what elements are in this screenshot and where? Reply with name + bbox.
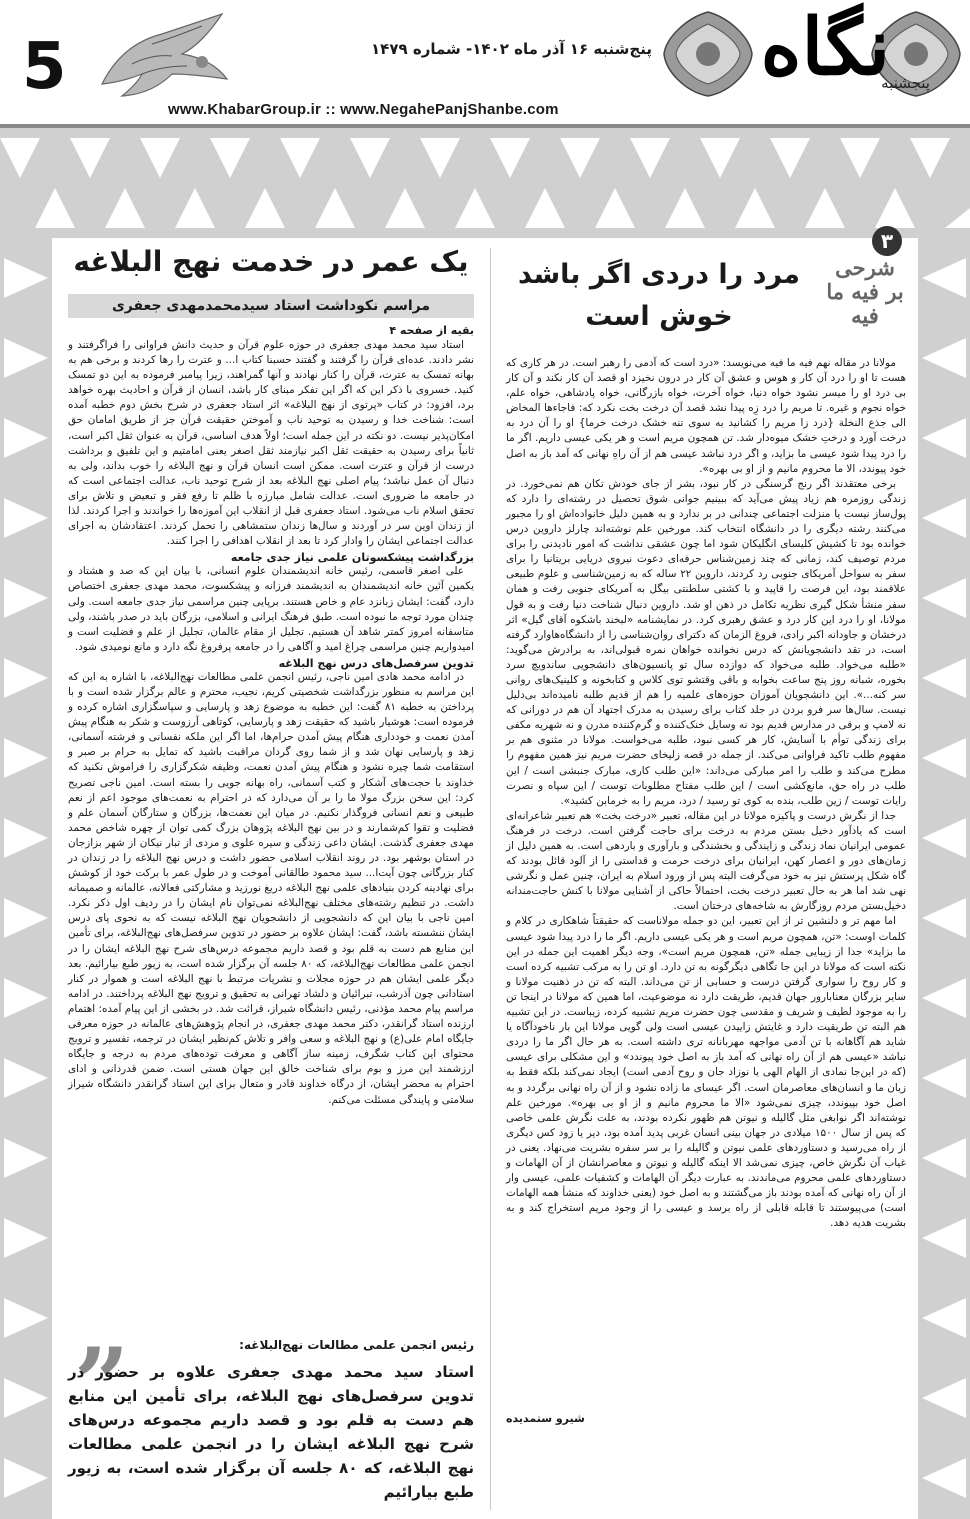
issue-line: پنج‌شنبه ۱۶ آذر ماه ۱۴۰۲- شماره ۱۴۷۹ — [371, 40, 652, 58]
right-paragraph: مولانا در مقاله نهم فیه ما فیه می‌نویسد: «درد است که آدمی را رهبر است. در هر کاری که هست تا او را درد آن کار و هوس و عشق آن کار در درون نخیزد او قصد آن کار نکند و آن کار بی درد او را میسر نشود خواه دنیا، خواه آخرت، خواه بازرگانی، خواه پادشاهی، خواه علم، خواه نجوم و غیره. تا مریم را درد زِه پیدا نشد قصد آن درخت بخت نکرد که: فاجاءها المخاض الی جذع النخلة {درد زا مریم را کشانید به سوی تنه خشک درخت خرما} او را آن درد به درخت آورد و درختِ خشک میوه‌دار شد. تن همچون مریم است و هر یکی عیسی داریم. اگر ما را درد پیدا شود عیسی ما بزاید، و اگر درد نباشد عیسی هم از آن راهِ نهانی که آمد باز به اصل خود پیوندد، الا ما محروم مانیم و از او بی بهره». — [506, 357, 906, 475]
left-side-pattern — [0, 238, 52, 1519]
series-badge — [820, 226, 906, 338]
right-article-body — [506, 356, 906, 1231]
series-label: شرحی بر فیه ما فیه — [826, 255, 904, 328]
phoenix-illustration — [92, 4, 232, 100]
right-paragraph: اما مهم تر و دلنشین تر از این تعبیر، این دو جمله مولاناست که حقیقتاً شاهکاری در کلام و کلمات اوست: «تن، همچون مریم است و هر یکی عیسی داریم. اگر ما را درد پیدا شود عیسی ما بزاید» جدا از زیبایی جمله «تن، همچون مریم است»، وجه دیگر اهمیت این جمله در این نکته است که مولانا در این جا تگاهی دیگرگونه به تن دارد. او تن را به مرکب تشبیه کرده است و کار روح را سواری گرفتن درست و حسابی از تن می‌داند. البته که تن در ذهنیت مولانا و سایر بزرگان معنابارور جهان قدیم، طریقت دارد نه موضوعیت، اما همین که مولانا در اینجا تن را به موجود لطیف و شریف و مقدسی چون حضرت مریم تشبیه کرده، زیباست. در این تشبیه هم البته تن طریقیت دارد و غایتش زاییدن عیسی است ولی گویی مولانا این بار ناخودآگاه یا شاید هم آگاهانه با تن آدمی مواجهه مهربانانه تری داشته است. به هر حال اگر ما را دردی نباشد «عیسی هم از آن راه نهانی که آمد باز به اصل خود پیوندد» و این مشکلی برای عیسی (که در این‌جا نمادی از الهام الهی یا نوزاد جان و روح آدمی است) ایجاد نمی‌کند بلکه فقط به زیان ما و انسان‌های معاصرمان است. اگر عیسای ما زاده نشود و از آن راه نهانی برگردد و به اصل خود بپیوندد، چیزی نمی‌شود «الا ما محروم مانیم و از او بی بهره». مورخین علم نوشته‌اند اگر نوابغی مثل گالیله و نیوتن هم ظهور نکرده بودند، به علت نگرش علمی خاصی که پس از سال ۱۵۰۰ میلادی در جهان بینی انسان غربی پدید آمده بود، دیر یا زود کس دیگری از راه می‌رسید و دستاوردهای علمی نیوتن و گالیله را بر سر سفره بشریت می‌نهاد. یعنی در غیاب آن نگرش خاص، چیزی نمی‌شد الا اینکه گالیله و نیوتن و معاصرانشان از آن الهامات و دستاوردهای علمی محروم می‌ماندند. به عبارت دیگر آن الهامات و کشفیات علمی، عیسی وار از آن راه نهانی که آمده بودند باز می‌گشتند و به اصل خود (یعنی خداوند که منشأ همه الهامات است) می‌پیوستند تا قابله قابلی از راه برسد و عیسی را از وجود مریم استخراج کند و به بشریت هدیه دهد. — [506, 915, 907, 1230]
page-number: 5 — [22, 30, 67, 104]
logo-title: نگاه — [760, 2, 890, 93]
masthead-logo — [660, 2, 960, 104]
right-article-author: شیرو ستمدیده — [506, 1412, 585, 1425]
section-heading: بزرگداشت پیشکسوتان علمی نیاز جدی جامعه — [230, 551, 474, 565]
left-paragraph: استاد سید محمد مهدی جعفری در حوزه علوم قرآن و حدیث دانش فراوانی را فراگرفتند و نشر دادند. عده‌ای قرآن را گرفتند و گفتند حسبنا کتاب ا... و عترت را رها کردند و برخی هم به بهانه تمسک به عترت، قرآن را کنار نهادند و آنها گمراهند، زیرا پیامبر فرموده به این دو تمسک کنید. خسروی با ذکر این که اگر این تفکر مبنای کار باشد، انسان از قرآن و احادیث بهره خواهد برد، افزود: در کتاب «پرتوی از نهج البلاغه» اثر استاد جعفری در شرح بخش دوم خطبه آمده است: شناخت خدا و رسیدن به توحید ناب و آموختن حقیقت قرآن جز از طریق امامان حق امکان‌پذیر نیست. دو نکته در این جمله است؛ اولاً هدف اساسی، قرآن به عنوان ثقل اکبر است، ثانیاً برای رسیدن به حقیقت ثقل اکبر نیازمند ثقل اصغر یعنی امامتیم و این تلفیق و برداشت درست از قرآن و عترت است. ممکن است انسان قرآن و نهج البلاغه را خوب بداند، ولی به دنبال آن عمل نباشد؛ پیام اصلی نهج البلاغه بعد از شرح توحید ناب، عدالت اجتماعی است که در جامعه ما ضروری است. عدالت شامل مبارزه با ظلم تا رفع فقر و تبعیض و تلاش برای تحقق اسلام ناب می‌شود. استاد جعفری قبل از انقلاب این آموزه‌ها را خواندند و اجرا کردند. لذا از زندان اوین سر در آوردند و سال‌ها زندان ستمشاهی را تحمل کردند. اعتقادشان به اجرای عدالت اجتماعی ایشان را وادار کرد تا بعد از انقلاب اهدافی را اجرا کنند. — [68, 339, 474, 548]
right-side-pattern — [918, 238, 970, 1519]
page-header — [0, 0, 970, 128]
left-paragraph: علی اصغر قاسمی، رئیس خانه اندیشمندان علوم انسانی، با بیان این که صد و هشتاد و یکمین آئین خانه اندیشمندان به اندیشمند فرزانه و پیشکسوت، محمد مهدی جعفری اختصاص دارد، گفت: ایشان زبانزد عام و خاص هستند. برپایی چنین مراسمی نیاز جدی جامعه است. ولی چندان مورد توجه ما نبوده است. طبق فرهنگ ایرانی و اسلامی، بزرگان باید در صدر باشند، ولی متاسفانه امروز کمتر شاهد آن هستیم. تجلیل از مقام عالمان، تجلیل از علم و فضلیت است و امیدواریم چنین مراسمی چراغ امید و آگاهی را در جامعه پرفروغ نگه دارد و مانع نومیدی شود. — [68, 565, 474, 653]
continued-note: بقیه از صفحه ۴ — [389, 324, 474, 337]
logo-subtitle: پنجشنبه — [881, 74, 930, 92]
series-number: ۳ — [872, 226, 902, 256]
website-urls: www.KhabarGroup.ir :: www.NegahePanjShanbe.com — [168, 101, 559, 118]
section-heading: تدوین سرفصل‌های درس نهج البلاغه — [278, 656, 474, 670]
left-article-body — [68, 338, 474, 1108]
page-content — [52, 229, 918, 1519]
decorative-triangle-band — [0, 128, 970, 238]
pull-quote-heading: رئیس انجمن علمی مطالعات نهج‌البلاغه: — [239, 1338, 474, 1352]
left-article-title: یک عمر در خدمت نهج البلاغه — [73, 245, 469, 278]
right-article-title: مرد را دردی اگر باشد خوش است — [518, 259, 800, 332]
quote-mark-icon: ” — [74, 1327, 130, 1440]
left-article-subtitle: مراسم نکوداشت استاد سیدمحمدمهدی جعفری — [68, 294, 474, 318]
left-paragraph: در ادامه محمد هادی امین ناجی، رئیس انجمن علمی مطالعات نهج‌البلاغه، با اشاره به این که این مراسم به منظور بزرگداشت شخصیتی کریم، نجیب، محترم و عالم برگزار شده است و با پرداختن به خطبه ۸۱ گفت: این خطبه به موضوع زهد و پارسایی و سپاسگزاری اشاره کرده و فرموده است: هوشیار باشید که حقیقت زهد و پارسایی، کوتاهی آرزوست و شکر به هنگام پیش آمدن نعمت و خودداری هنگام پیش آمدن حرام‌ها، اما اگر این ملکه نفسانی و فرشته آسمانی، زهد و پارسایی نهان شد و از شما روی گردان مراقبت باشید که تمایل به حرام بر صبر و استقامت شما چیره نشود و هنگام پیش آمدن نعمت، وظیفه شکرگزاری را فراموش نکنید که خداوند با حجت‌های آشکار و کتب آسمانی، راه بهانه جویی را بسته است. امین ناجی تصریح کرد: این سخن بزرگ مولا ما را بر آن می‌دارد که در احترام به نعمت‌های موجود اعم از نعم طبیعی و نعم انسانی فروگذار نکنیم. در میان این نعمت‌ها، بزرگان و ستارگان آسمان علم و فضلیت و تقوا کم‌شمارند و در بین نهج البلاغه پژوهان بزرگ کمی توان از چهره شاخص محمد مهدی جعفری گذشت. ایشان داعی زندگی و سیره علوی و مردی از تبار نیکان از شهر بزا‌زجان در استان بوشهر بود. در روند انقلاب اسلامی حضور داشت و درس نهج البلاغه را در زندان در کنار بزرگانی چون آیت‌ا... سید محمود طالقانی آموخت و در طول عمر با برکت خود از کوشش برای نهادینه کردن بنیادهای علمی نهج البلاغه دریغ نورزید و مشارکتی فعالانه، عالمانه و صمیمانه داشت. در تنظیم رشته‌های مختلف نهج‌البلاغه نمی‌توان نام ایشان را در ردیف اول ذکر نکرد. امین ناجی با بیان این که دانشجویی از دانشجویان نهج البلاغه نیست که به نحوی پای درس ایشان ننشسته باشد، گفت: ایشان علاوه بر حضور در تدوین سرفصل‌های نهج‌البلاغه، برای تأمین این منابع هم دست به قلم بود و قصد داریم مجموعه درس‌های شرح نهج البلاغه ایشان را در انجمن علمی مطالعات نهج‌البلاغه، که ۸۰ جلسه آن برگزار شده است، به زیور طبع بیارائیم. بعد دیگر علمی ایشان هم در حوزه مجلات و نشریات مرتبط با نهج البلاغه است و هموار در کنار استادانی چون آذرشب، تبرائیان و دلشاد تهرانی به تحقیق و ترویج نهج البلاغه پرداختند. در ادامه مراسم پیام محمد مؤذنی، رئیس دانشگاه شیراز، قرائت شد. در بخشی از این پیام آمده: اهتمام ارزنده استاد گرانقدر، دکتر محمد مهدی جعفری، در انجام پژوهش‌های عالمانه در حوزه معرفی جایگاه امام علی(ع) و نهج البلاغه و سعی وافر و تلاش کم‌نظیر ایشان در ترجمه، تفسیر و ترویج محتوای این کتاب شگرف، زمینه ساز آگاهی و معرفت توده‌های مردم به درجه و جایگاه ارزشمند این مرز و بوم برای شناخت خالق این جهان هستی است. ضمن قدردانی و ادای احترام به محضر ایشان، از درگاه خداوند قادر و متعال برای این استاد گرانقدر دانشگاه شیراز سلامتی و پایندگی مسئلت می‌کنم. — [67, 670, 474, 1106]
left-ornament-icon — [660, 8, 756, 100]
right-paragraph: جدا از نگرش درست و پاکیزه مولانا در این مقاله، تعبیر «درخت بخت» هم تعبیر شاعرانه‌ای است که یادآور دخیل بستن مردم به درخت برای حاجت گرفتن است. درخت در فرهنگ عمومی ایرانیان نماد زندگی و زایندگی و بخشندگی و بارآوری و باردهی است. به همین دلیل از زمان‌های دور و اعصار کهن، ایرانیان برای درخت حرمت و قداستی را از آلود قائل بودند که گاه شکل پرستش نیز به خود می‌گرفت البته پس از ورود اسلام به ایران، چنین عمل و نگرشی نهی شد اما هر به حال تعبیر درخت بخت، احتمالاً حاکی از آشنایی مولانا با کنش حاجت‌مندانه دخیل‌بستن مردم روزگارش به شاخه‌های درختان است. — [506, 809, 906, 913]
pull-quote-text: استاد سید محمد مهدی جعفری علاوه بر حضور در تدوین سرفصل‌های نهج البلاغه، برای تأمین این منابع هم دست به قلم بود و قصد داریم مجموعه درس‌های شرح نهج البلاغه ایشان را در انجمن علمی مطالعات نهج البلاغه، که ۸۰ جلسه آن برگزار شده است، به زیور طبع بیارائیم — [68, 1363, 474, 1501]
column-divider — [490, 248, 491, 1510]
right-paragraph: برخی معتقدند اگر رنج گرسنگی در کار نبود، بشر از جای خودش تکان هم نمی‌خورد. در زندگی روزمره هم زیاد پیش می‌آید که ببینیم جوانی شوق تحصیل در رشته‌ای را دارد که پول‌ساز نیست یا منزلت اجتماعی چندانی در بر ندارد و به همین دلیل خانواده‌اش او را مجبور می‌کنند رشته دیگری را در دانشگاه انتخاب کند. مورخین علم نوشته‌اند چارلز داروین درس خوانده بود تا کشیش کلیسای انگلیکان شود اما چون عشقی نداشت که امور نادیدنی را برای مردم توصیف کند، زمانی که چند زمین‌شناس حرفه‌ای دعوت نیروی دریایی بریتانیا را برای سفر به سواحل آمریکای جنوبی رد کردند، داروین ۲۲ ساله که به زمین‌شناسی و علوم طبیعی علاقمند بود، این فرصت را قاپید و با کشتی سلطنتی بیگل به آمریکای جنوبی رفت و همان سفر منشأ شکل گیری نظریه تکامل در ذهن او شد. داروین دنبال شناخت دنیا رفت و به قول مولانا، او را درد این کار درد و عشق رهبری کرد. در نمایشنامه «لبخند باشکوه آقای گیل» اثر درخشان و جاودانه اکبر رادی، فروغ الزمان که دکترای روان‌شناسی را از دانشگاه‌هاوارد گرفته است، در تقد دانشجویانش که درس نخوانده خواهان نمره قبولی‌اند، به برادرش می‌گوید: «طلبه می‌خواد. طلبه می‌خواد که دوازده سال تو پانسیون‌های دانشجویی ساندویچ سرد بخوره، شبانه روز پنج ساعت بخوابه و باقی وقتشو توی کلاس و کتابخونه و کلینیک‌های روانی سر کنه...». این دانشجویان آموزان حوزه‌های علمیه را هم از قدیم طلبه نامیده‌اند بی‌دلیل نیست. سال‌ها سر فرو بردن در جلد کتاب برای رسیدن به مدرک اجتهاد آن هم در دورانی که نه لامپ و برقی در مدارس قدیم بود نه وسایل خنک‌کننده و گرم‌کننده مدرن و نه شهریه مکفی برای زندگی توأم با آسایش، کار هر کسی نبود، طلبه می‌خواست. مولانا در مثنوی هم بر مفهوم طلب تاکید فراوانی می‌کند. از جمله در قصه زلیخای حضرت مریم نیز همین مفهوم را مطرح می‌کند و طلب را امر مبارکی می‌داند: «این طلب کاری، مبارک جنبشی است / این طلب در راه حق، مانع‌کشی است / این طلب مفتاح مطلوبات توست / این سپاه و نصرت رایات توست / زین طلب، بنده به کوی تو رسید / درد، مریم را به خرمابن کشید». — [506, 477, 906, 807]
